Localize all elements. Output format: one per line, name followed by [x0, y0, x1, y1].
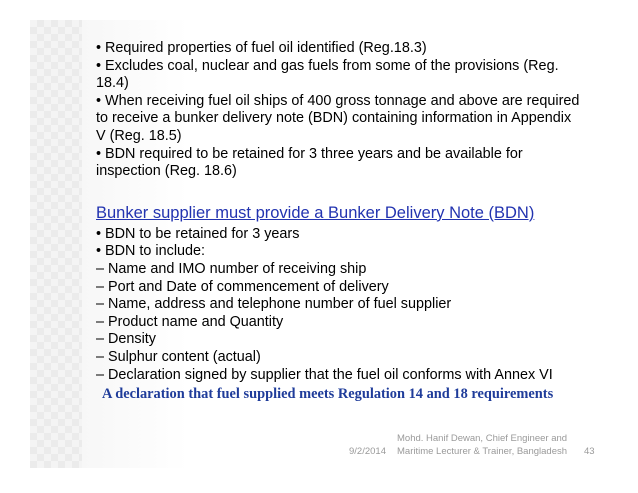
bdn-line: • BDN to be retained for 3 years [96, 225, 300, 242]
intro-line: • When receiving fuel oil ships of 400 gross tonnage and above are required [96, 92, 580, 109]
intro-line: 18.4) [96, 75, 129, 92]
intro-line: • Excludes coal, nuclear and gas fuels from some of the provisions (Reg. [96, 57, 559, 74]
intro-line: to receive a bunker delivery note (BDN) containing information in Appendix [96, 110, 572, 127]
intro-line: inspection (Reg. 18.6) [96, 163, 237, 180]
footer-author [397, 433, 567, 458]
decorative-left-band [30, 20, 82, 468]
footer-date: 9/2/2014 [349, 446, 386, 457]
bdn-line: – Name, address and telephone number of fuel supplier [96, 296, 452, 313]
intro-line: V (Reg. 18.5) [96, 127, 182, 144]
intro-line: • BDN required to be retained for 3 three years and be available for [96, 145, 523, 162]
section-heading: Bunker supplier must provide a Bunker Delivery Note (BDN) [96, 203, 535, 222]
footer-author-line: Mohd. Hanif Dewan, Chief Engineer and [397, 433, 568, 444]
page-number: 43 [584, 446, 595, 457]
slide-body [96, 40, 606, 384]
bdn-line: – Declaration signed by supplier that the fuel oil conforms with Annex VI [96, 366, 553, 383]
intro-line: • Required properties of fuel oil identified (Reg.18.3) [96, 40, 427, 56]
bdn-line: – Name and IMO number of receiving ship [96, 260, 367, 277]
footer-author-line: Maritime Lecturer & Trainer, Bangladesh [397, 445, 568, 457]
bdn-line: – Density [96, 331, 156, 348]
spacer [96, 181, 606, 203]
bdn-line: – Product name and Quantity [96, 313, 284, 330]
bdn-line: – Sulphur content (actual) [96, 348, 261, 365]
declaration-text: A declaration that fuel supplied meets Regulation 14 and 18 requirements [102, 386, 554, 402]
bdn-line: • BDN to include: [96, 243, 206, 260]
bdn-line: – Port and Date of commencement of delivery [96, 278, 389, 295]
